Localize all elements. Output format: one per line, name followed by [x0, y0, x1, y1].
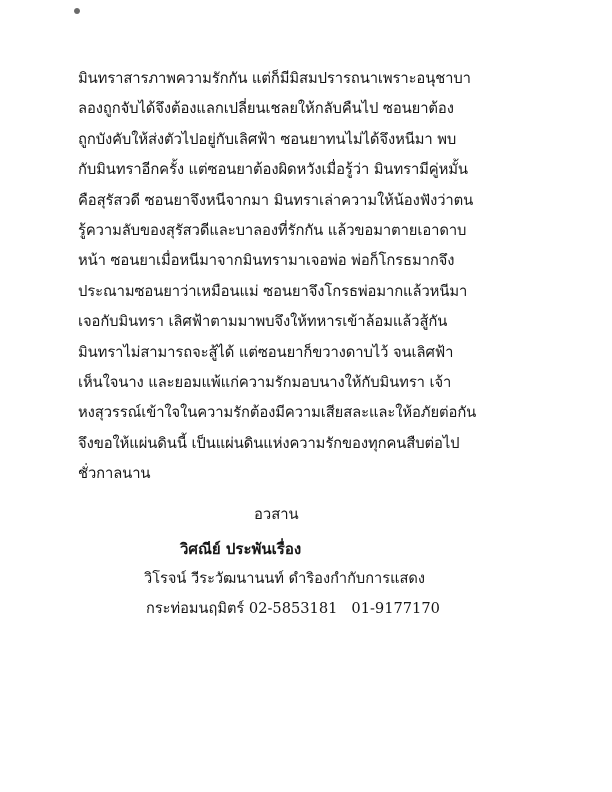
- text-line: หน้า ซอนยาเมื่อหนีมาจากมินทรามาเจอพ่อ พ่อก็โกรธมากจึง: [78, 252, 455, 270]
- director-credit: วิโรจน์ วีระวัฒนานนท์ ดำริองกำกับการแสดง: [144, 570, 425, 587]
- contact-line: [146, 594, 440, 624]
- text-line: ถูกบังคับให้ส่งตัวไปอยู่กับเลิศฟ้า ซอนยาทนไม่ได้จึงหนีมา พบ: [78, 130, 457, 148]
- text-line: ลองถูกจับได้จึงต้องแลกเปลี่ยนเชลยให้กลับคืนไป ซอนยาต้อง: [78, 100, 454, 118]
- story-paragraph: [78, 64, 538, 489]
- text-line: รู้ความลับของสุรัสวดีและบาลองที่รักกัน แล้วขอมาตายเอาดาบ: [78, 221, 467, 239]
- text-line: เห็นใจนาง และยอมแพ้แก่ความรักมอบนางให้กับมินทรา เจ้า: [78, 373, 452, 391]
- text-line: มินทราไม่สามารถจะสู้ได้ แต่ซอนยาก็ขวางดาบไว้ จนเลิศฟ้า: [78, 343, 454, 361]
- text-line: เจอกับมินทรา เลิศฟ้าตามมาพบจึงให้ทหารเข้าล้อมแล้วสู้กัน: [78, 313, 448, 331]
- text-line: ชั่วกาลนาน: [78, 465, 151, 483]
- text-line: มินทราสารภาพความรักกัน แต่ก็มีมิสมปรารถนาเพราะอนุชาบา: [78, 70, 471, 87]
- contact-label: กระท่อมนฤมิตร์ 02-5853181: [146, 600, 338, 617]
- text-line: กับมินทราอีกครั้ง แต่ซอนยาต้องผิดหวังเมื่อรู้ว่า มินทรามีคู่หมั้น: [78, 161, 468, 179]
- author-credit: วิศณีย์ ประพันเรื่อง: [180, 540, 302, 558]
- text-line: คือสุรัสวดี ซอนยาจึงหนีจากมา มินทราเล่าความให้น้องฟังว่าตน: [78, 191, 474, 209]
- text-line: หงสุวรรณ์เข้าใจในความรักต้องมีความเสียสละและให้อภัยต่อกัน: [78, 404, 477, 422]
- scan-dot-mark: [74, 8, 80, 14]
- contact-phone: 01-9177170: [351, 600, 440, 617]
- end-marker: อวสาน: [254, 506, 299, 523]
- text-line: จึงขอให้แผ่นดินนี้ เป็นแผ่นดินแห่งความรักของทุกคนสืบต่อไป: [78, 434, 460, 452]
- text-line: ประณามซอนยาว่าเหมือนแม่ ซอนยาจึงโกรธพ่อมากแล้วหนีมา: [78, 282, 468, 300]
